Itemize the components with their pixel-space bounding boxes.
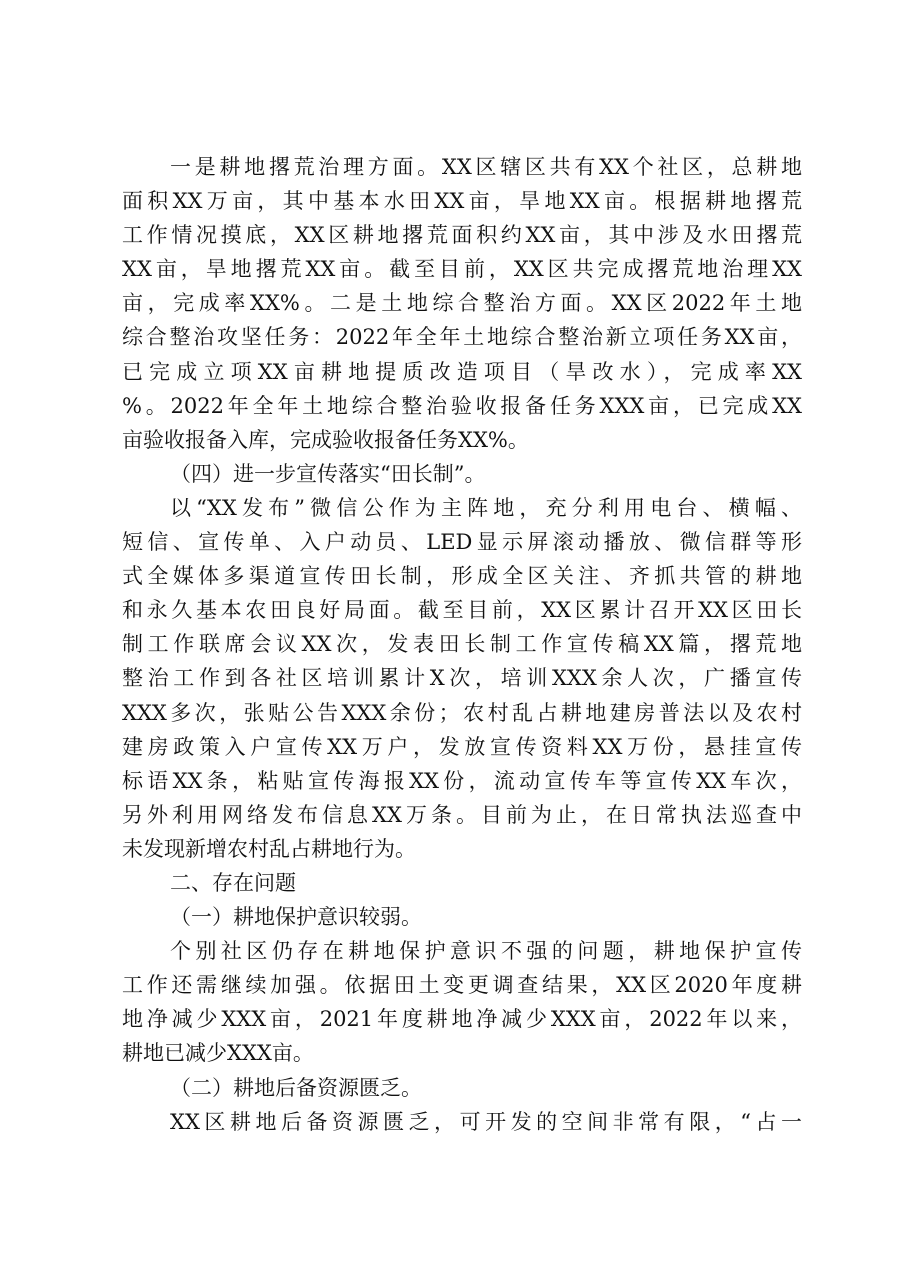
text-line: 已完成立项XX亩耕地提质改造项目（旱改水），完成率XX [122,359,802,384]
text-line: 建房政策入户宣传XX万户，发放宣传资料XX万份，悬挂宣传 [122,734,802,759]
text-line: 标语XX条，粘贴宣传海报XX份，流动宣传车等宣传XX车次， [122,768,802,793]
text-line: XXX多次，张贴公告XXX余份；农村乱占耕地建房普法以及农村 [122,700,802,725]
text-line: 一是耕地撂荒治理方面。XX区辖区共有XX个社区，总耕地 [170,155,802,179]
text-line: 个别社区仍存在耕地保护意识不强的问题，耕地保护宣传 [170,939,802,964]
text-line: 综合整治攻坚任务：2022年全年土地综合整治新立项任务XX亩， [122,325,802,350]
text-line: 二、存在问题 [170,870,296,895]
text-line: 面积XX万亩，其中基本水田XX亩，旱地XX亩。根据耕地撂荒 [122,189,802,214]
text-line: 和永久基本农田良好局面。截至目前，XX区累计召开XX区田长 [122,598,802,623]
text-line: 式全媒体多渠道宣传田长制，形成全区关注、齐抓共管的耕地 [122,564,802,589]
text-line: XX亩，旱地撂荒XX亩。截至目前，XX区共完成撂荒地治理XX [122,257,802,282]
text-line: （四）进一步宣传落实“田长制”。 [170,461,486,486]
text-line: 地净减少XXX亩，2021年度耕地净减少XXX亩，2022年以来， [122,1007,802,1032]
text-line: 另外利用网络发布信息XX万条。目前为止，在日常执法巡查中 [122,802,802,827]
document-body [122,150,802,1139]
text-line: 工作还需继续加强。依据田土变更调查结果，XX区2020年度耕 [122,973,802,998]
text-line: （一）耕地保护意识较弱。 [170,905,422,930]
text-line: 制工作联席会议XX次，发表田长制工作宣传稿XX篇，撂荒地 [122,632,802,657]
text-line: 耕地已减少XXX亩。 [122,1041,314,1066]
text-line: XX区耕地后备资源匮乏，可开发的空间非常有限，“占一 [170,1109,802,1134]
text-line: 未发现新增农村乱占耕地行为。 [122,836,416,861]
text-line: 以“XX发布”微信公作为主阵地，充分利用电台、横幅、 [170,495,802,520]
text-line: （二）耕地后备资源匮乏。 [170,1075,422,1100]
text-line: 工作情况摸底，XX区耕地撂荒面积约XX亩，其中涉及水田撂荒 [122,223,802,248]
text-line: 亩验收报备入库，完成验收报备任务XX%。 [122,427,529,452]
text-line: 亩，完成率XX%。二是土地综合整治方面。XX区2022年土地 [122,291,802,316]
text-line: 短信、宣传单、入户动员、LED显示屏滚动播放、微信群等形 [122,530,802,555]
text-line: 整治工作到各社区培训累计X次，培训XXX余人次，广播宣传 [122,666,802,691]
text-line: %。2022年全年土地综合整治验收报备任务XXX亩，已完成XX [122,393,802,418]
